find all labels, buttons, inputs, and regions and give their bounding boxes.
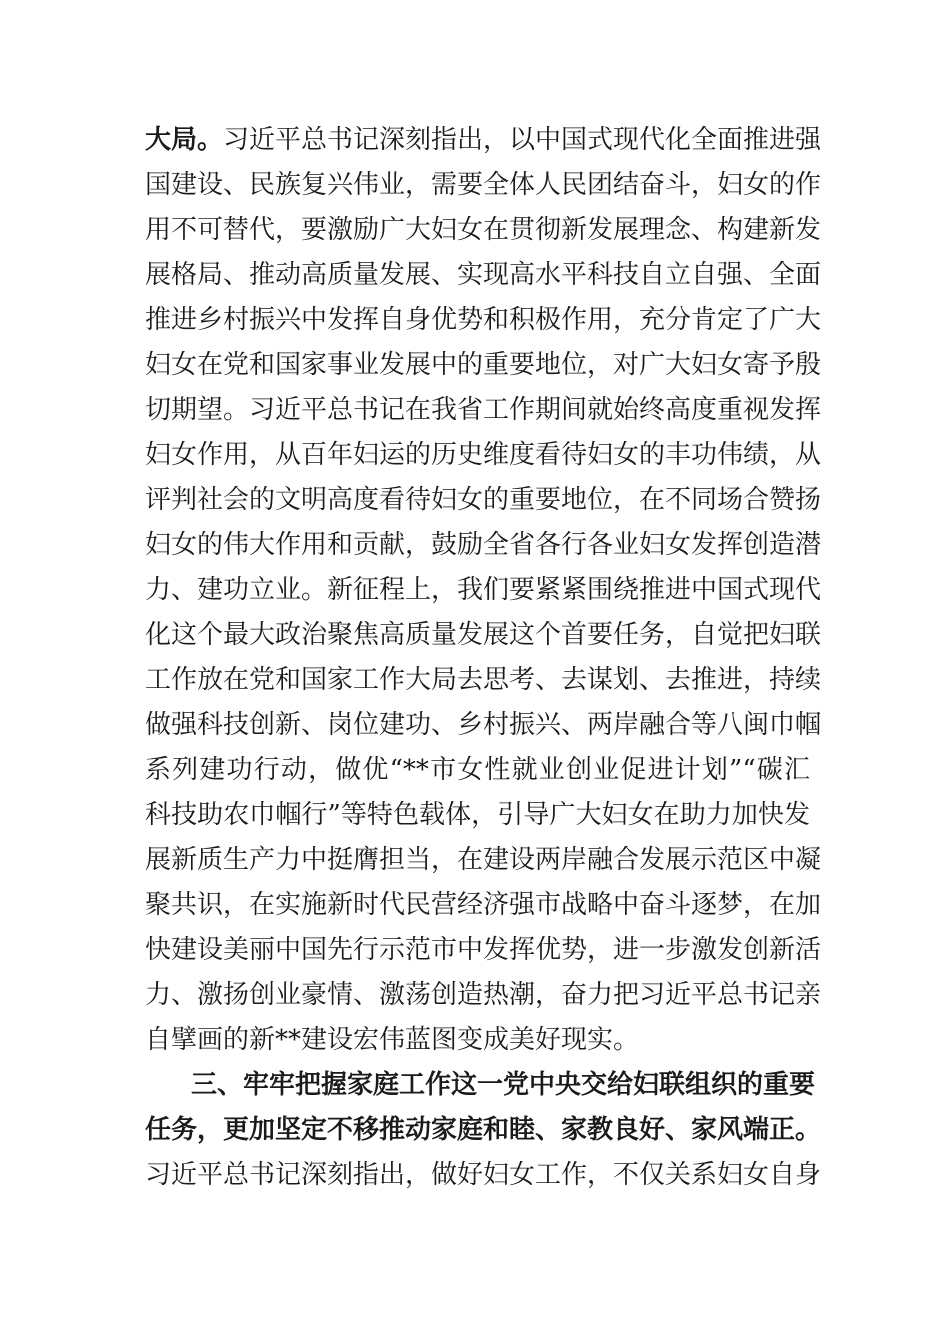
body-line-21: 自擘画的新**建设宏伟蓝图变成美好现实。 [145,1025,640,1055]
lead-bold-text: 大局。 [145,125,224,155]
body-line-2: 国建设、民族复兴伟业，需要全体人民团结奋斗，妇女的作 [145,170,822,200]
body-line-9: 评判社会的文明高度看待妇女的重要地位，在不同场合赞扬 [145,485,822,515]
body-line-7: 切期望。习近平总书记在我省工作期间就始终高度重视发挥 [145,395,822,425]
body-line-4: 展格局、推动高质量发展、实现高水平科技自立自强、全面 [145,260,822,290]
body-line-16: 科技助农巾帼行”等特色载体，引导广大妇女在助力加快发 [145,800,810,830]
body-line-13: 工作放在党和国家工作大局去思考、去谋划、去推进，持续 [145,665,822,695]
body-line-19: 快建设美丽中国先行示范市中发挥优势，进一步激发创新活 [145,935,822,965]
body-line-1 [145,120,822,160]
body-line-11: 力、建功立业。新征程上，我们要紧紧围绕推进中国式现代 [145,575,822,605]
body-line-1-text: 习近平总书记深刻指出，以中国式现代化全面推进强 [223,125,822,155]
body-line-12: 化这个最大政治聚焦高质量发展这个首要任务，自觉把妇联 [145,620,822,650]
body-line-17: 展新质生产力中挺膺担当，在建设两岸融合发展示范区中凝 [145,845,822,875]
body-line-18: 聚共识，在实施新时代民营经济强市战略中奋斗逐梦，在加 [145,890,822,920]
body-line-14: 做强科技创新、岗位建功、乡村振兴、两岸融合等八闽巾帼 [145,710,822,740]
body-line-5: 推进乡村振兴中发挥自身优势和积极作用，充分肯定了广大 [145,305,822,335]
body-line-15: 系列建功行动，做优“**市女性就业创业促进计划”“碳汇 [145,755,810,785]
section-heading-line-2: 任务，更加坚定不移推动家庭和睦、家教良好、家风端正。 [145,1115,822,1145]
body-line-final: 习近平总书记深刻指出，做好妇女工作，不仅关系妇女自身 [145,1160,822,1190]
body-line-20: 力、激扬创业豪情、激荡创造热潮，奋力把习近平总书记亲 [145,980,822,1010]
body-line-6: 妇女在党和国家事业发展中的重要地位，对广大妇女寄予殷 [145,350,822,380]
body-line-3: 用不可替代，要激励广大妇女在贯彻新发展理念、构建新发 [145,215,822,245]
section-heading-line-1: 三、牢牢把握家庭工作这一党中央交给妇联组织的重要 [191,1070,816,1100]
body-line-10: 妇女的伟大作用和贡献，鼓励全省各行各业妇女发挥创造潜 [145,530,822,560]
body-line-8: 妇女作用，从百年妇运的历史维度看待妇女的丰功伟绩，从 [145,440,822,470]
